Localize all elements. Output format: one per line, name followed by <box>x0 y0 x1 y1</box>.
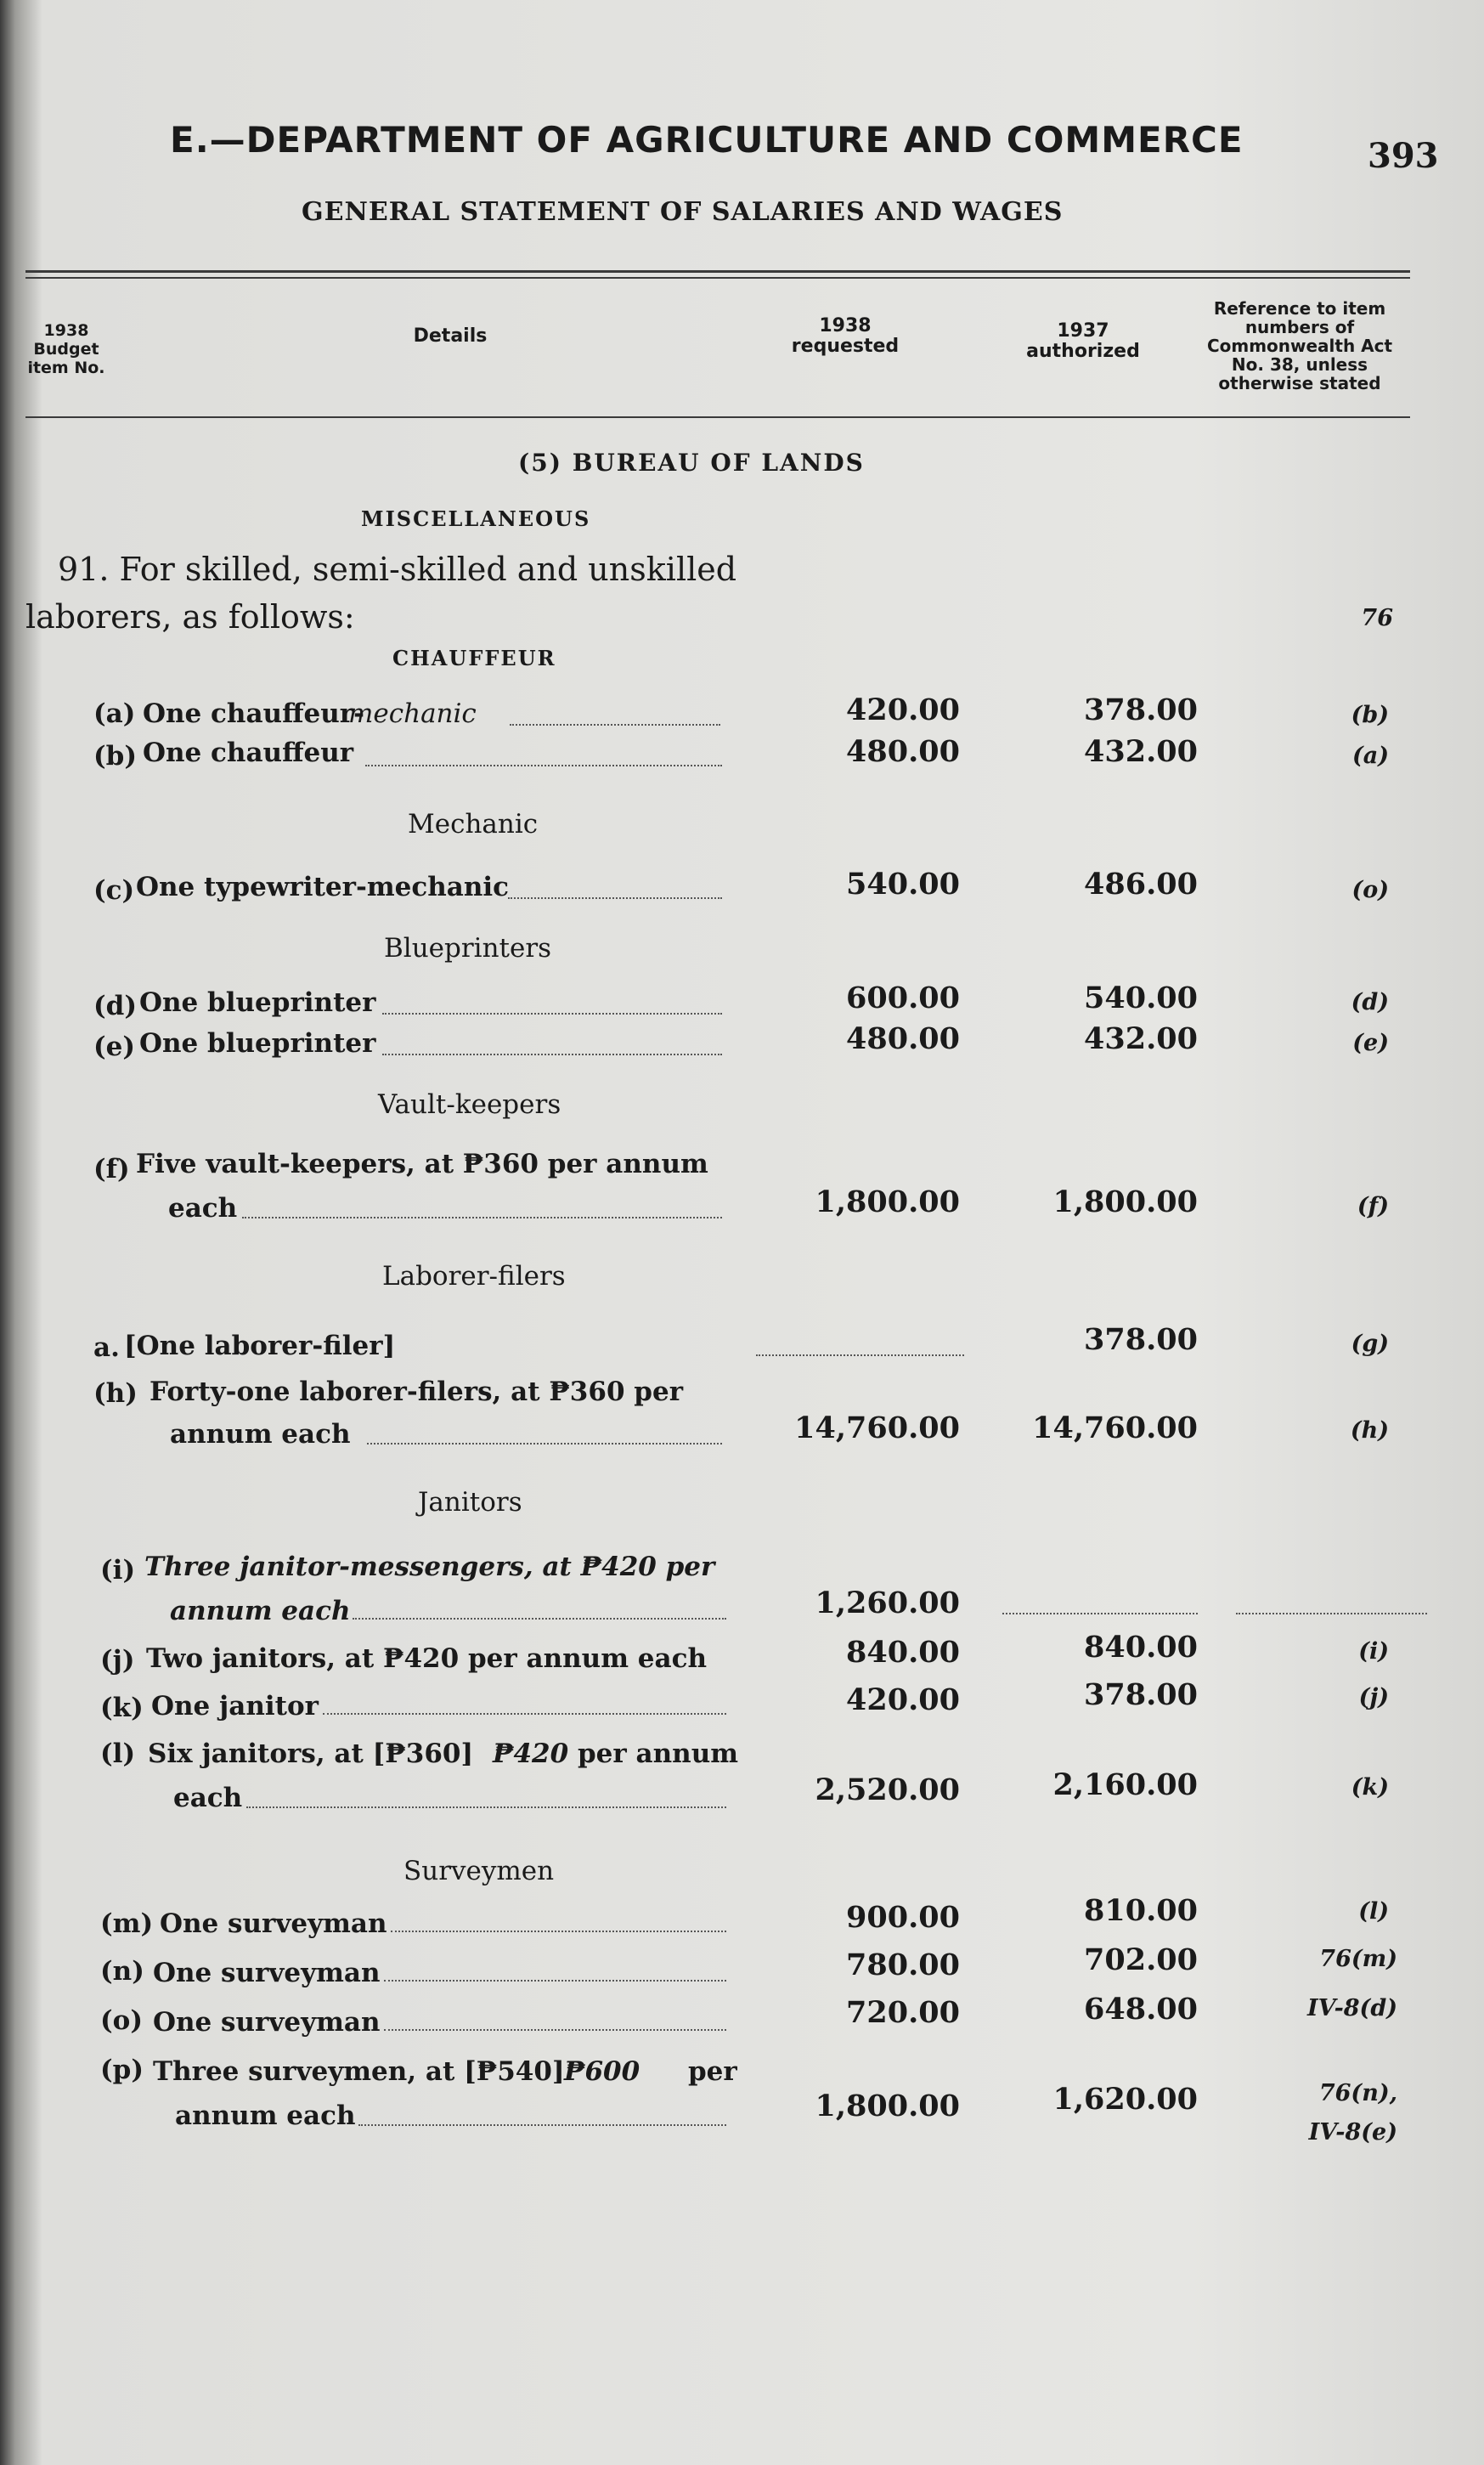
row-letter: (i) <box>100 1555 136 1586</box>
reference-value-2: IV-8(e) <box>1308 2119 1397 2146</box>
row-letter: (b) <box>93 741 138 772</box>
dot-leader <box>242 1217 722 1218</box>
authorized-value: 432.00 <box>1084 734 1198 769</box>
column-budget-item: 1938 Budget item No. <box>27 321 105 377</box>
row-letter: (f) <box>93 1154 130 1184</box>
dot-leader <box>508 897 722 899</box>
row-text-line1b: ₱420 <box>493 1739 569 1769</box>
authorized-value: 648.00 <box>1084 1992 1198 2027</box>
row-text: [One laborer-filer] <box>124 1331 396 1361</box>
row-text: One surveyman <box>160 1908 387 1939</box>
dot-leader-authorized <box>1002 1613 1198 1614</box>
requested-value: 420.00 <box>846 1682 960 1717</box>
row-letter: (c) <box>93 875 135 906</box>
row-letter: (m) <box>100 1908 154 1939</box>
requested-value: 14,760.00 <box>794 1411 960 1445</box>
authorized-value: 702.00 <box>1084 1942 1198 1977</box>
authorized-value: 1,800.00 <box>1052 1184 1198 1219</box>
row-letter: (a) <box>93 698 136 729</box>
dot-leader <box>246 1806 726 1808</box>
dot-leader <box>384 1980 726 1982</box>
requested-value: 720.00 <box>846 1995 960 2030</box>
dot-leader <box>382 1013 722 1015</box>
row-letter: (n) <box>100 1956 144 1987</box>
authorized-value: 378.00 <box>1084 693 1198 727</box>
requested-value: 1,800.00 <box>815 1184 960 1219</box>
reference-value: (i) <box>1358 1638 1389 1665</box>
dot-leader <box>367 1443 722 1445</box>
item-reference: 76 <box>1361 605 1393 631</box>
row-text: One blueprinter <box>139 1028 376 1059</box>
requested-value: 840.00 <box>846 1635 960 1670</box>
dot-leader <box>358 2124 726 2126</box>
authorized-value: 540.00 <box>1084 981 1198 1015</box>
row-text-line1: Three janitor-messengers, at ₱420 per <box>144 1552 715 1582</box>
authorized-value: 1,620.00 <box>1052 2082 1198 2117</box>
requested-value: 1,260.00 <box>815 1586 960 1620</box>
group-surveymen: Surveymen <box>403 1856 555 1886</box>
page-subtitle: GENERAL STATEMENT OF SALARIES AND WAGES <box>302 197 1064 227</box>
reference-value: (h) <box>1350 1417 1389 1444</box>
reference-value: (g) <box>1351 1331 1389 1357</box>
column-requested: 1938 requested <box>791 315 900 357</box>
top-rule <box>25 270 1410 273</box>
dot-leader <box>756 1354 964 1356</box>
authorized-value: 432.00 <box>1084 1021 1198 1056</box>
row-text-italic: mechanic <box>348 698 477 729</box>
authorized-value: 14,760.00 <box>1032 1411 1198 1445</box>
dot-leader <box>353 1618 726 1620</box>
row-text: One surveyman <box>153 1958 381 1988</box>
row-letter: (j) <box>100 1645 135 1676</box>
authorized-value: 840.00 <box>1084 1630 1198 1665</box>
group-laborer-filers: Laborer-filers <box>382 1261 566 1292</box>
reference-value: (k) <box>1351 1774 1389 1801</box>
group-mechanic: Mechanic <box>408 809 539 840</box>
row-text-line2: each <box>173 1783 243 1813</box>
authorized-value: 378.00 <box>1084 1322 1198 1357</box>
section-heading: (5) BUREAU OF LANDS <box>518 449 865 477</box>
row-text-line1c: per <box>688 2056 737 2087</box>
group-chauffeur: CHAUFFEUR <box>392 646 556 670</box>
top-rule-2 <box>25 277 1410 279</box>
row-letter: (l) <box>100 1739 136 1769</box>
department-title: E.—DEPARTMENT OF AGRICULTURE AND COMMERCE <box>170 119 1244 161</box>
dot-leader <box>382 1054 722 1055</box>
row-letter: (o) <box>100 2005 144 2036</box>
dot-leader <box>384 2029 726 2031</box>
row-text-line1b: ₱600 <box>564 2056 640 2087</box>
requested-value: 540.00 <box>846 867 960 902</box>
row-letter: (e) <box>93 1032 136 1062</box>
authorized-value: 486.00 <box>1084 867 1198 902</box>
reference-value: (e) <box>1352 1030 1389 1056</box>
requested-value: 2,520.00 <box>815 1772 960 1807</box>
authorized-value: 378.00 <box>1084 1677 1198 1712</box>
row-text: One chauffeur <box>143 738 354 768</box>
row-text-line2: annum each <box>170 1596 351 1626</box>
row-text-line1a: Six janitors, at [₱360] <box>148 1739 474 1769</box>
column-authorized: 1937 authorized <box>1026 320 1140 362</box>
reference-value: 76(n), <box>1318 2080 1397 2106</box>
row-text-line2: each <box>168 1193 238 1224</box>
row-text: One chauffeur- <box>143 698 365 729</box>
row-text: Two janitors, at ₱420 per annum each <box>146 1643 708 1674</box>
requested-value: 480.00 <box>846 1021 960 1056</box>
row-text-line1: Five vault-keepers, at ₱360 per annum <box>136 1149 708 1179</box>
requested-value: 420.00 <box>846 693 960 727</box>
reference-value: (b) <box>1351 702 1389 728</box>
group-blueprinters: Blueprinters <box>384 933 552 964</box>
item-heading-line2: laborers, as follows: <box>25 598 355 636</box>
reference-value: (j) <box>1358 1684 1389 1710</box>
reference-value: (f) <box>1357 1193 1389 1219</box>
row-letter: (h) <box>93 1378 138 1409</box>
page-number: 393 <box>1368 136 1439 176</box>
subsection-heading: MISCELLANEOUS <box>361 506 591 531</box>
row-text-line1c: per annum <box>578 1739 739 1769</box>
requested-value: 900.00 <box>846 1900 960 1935</box>
row-text: One janitor <box>151 1691 319 1722</box>
group-vault-keepers: Vault-keepers <box>378 1089 561 1120</box>
requested-value: 480.00 <box>846 734 960 769</box>
row-text-line1: Forty-one laborer-filers, at ₱360 per <box>150 1377 684 1407</box>
reference-value: IV-8(d) <box>1306 1995 1397 2021</box>
dot-leader <box>323 1713 726 1715</box>
requested-value: 780.00 <box>846 1948 960 1982</box>
row-text: One typewriter-mechanic <box>136 872 510 902</box>
row-letter: (k) <box>100 1693 144 1723</box>
column-details: Details <box>413 325 488 347</box>
row-letter: (p) <box>100 2055 144 2085</box>
row-text-line2: annum each <box>170 1419 351 1450</box>
group-janitors: Janitors <box>418 1487 522 1518</box>
requested-value: 600.00 <box>846 981 960 1015</box>
dot-leader-reference <box>1236 1613 1427 1614</box>
row-letter: a. <box>93 1332 120 1363</box>
authorized-value: 810.00 <box>1084 1893 1198 1928</box>
reference-value: (a) <box>1351 743 1389 769</box>
requested-value: 1,800.00 <box>815 2089 960 2123</box>
row-text: One blueprinter <box>139 987 376 1018</box>
dot-leader <box>510 724 720 726</box>
row-text: One surveyman <box>153 2007 381 2038</box>
reference-value: (d) <box>1351 989 1389 1015</box>
dot-leader <box>365 765 722 766</box>
authorized-value: 2,160.00 <box>1052 1767 1198 1802</box>
reference-value: (l) <box>1358 1898 1389 1925</box>
row-text-line2: annum each <box>175 2100 356 2131</box>
header-bottom-rule <box>25 416 1410 418</box>
item-heading-line1: 91. For skilled, semi-skilled and unskilled <box>58 551 737 588</box>
row-text-line1a: Three surveymen, at [₱540] <box>153 2056 565 2087</box>
column-reference: Reference to item numbers of Commonwealth Act No. 38, unless otherwise stated <box>1206 298 1393 393</box>
reference-value: 76(m) <box>1319 1946 1397 1972</box>
row-letter: (d) <box>93 991 138 1021</box>
dot-leader <box>391 1931 726 1932</box>
reference-value: (o) <box>1351 877 1389 903</box>
